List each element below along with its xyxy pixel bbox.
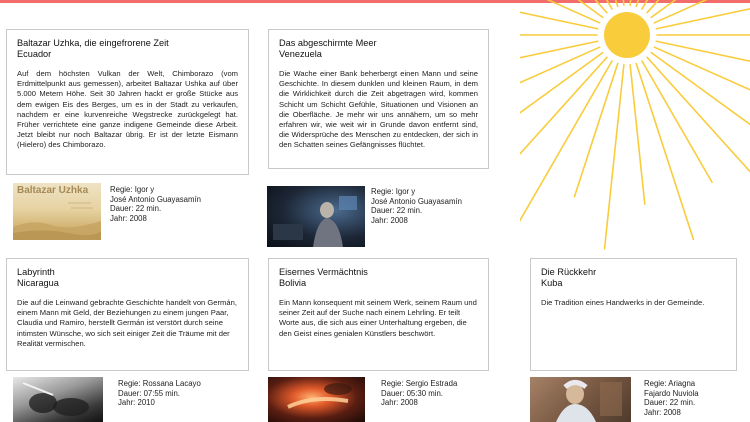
- sun-ray: [605, 65, 624, 249]
- film-description: Auf dem höchsten Vulkan der Welt, Chimborazo (vom Erdmittelpunkt aus gemessen), arbeitet Baltazar Ushka auf über 5.000 Metern Höhe. Seit 30 Jahren hackt er große Stücke aus dem ewigen Eis des Berges, um es in der Stadt zu verkaufen, nachdem er eine kurvenreiche Wegstrecke zurückgelegt hat. Früher verrichtete eine ganze indigene Gemeinde diese Arbeit. Jetzt bleibt nur noch Baltazar übrig. Er ist der letzte Eismann (Hielero) des Chimborazo.: [17, 69, 238, 150]
- film-duration: Dauer: 05:30 min.: [381, 388, 443, 398]
- film-year: Jahr: 2008: [381, 398, 418, 408]
- film-poster-eisernes[interactable]: [268, 377, 365, 422]
- film-meta-baltazar: [110, 185, 201, 223]
- sun-ray: [647, 0, 750, 13]
- sun-ray: [520, 61, 612, 221]
- sun-ray: [642, 61, 712, 182]
- sun-ray: [630, 65, 645, 204]
- film-title: Die Rückkehr: [541, 267, 597, 277]
- film-poster-rueckkehr[interactable]: [530, 377, 631, 422]
- film-card-eisernes: [268, 258, 489, 371]
- film-title: Baltazar Uzhka, die eingefrorene Zeit: [17, 38, 169, 48]
- film-director: Regie: Igor y: [371, 187, 416, 196]
- film-year: Jahr: 2010: [118, 398, 155, 408]
- poster-figures: [13, 377, 103, 422]
- film-director-cont: José Antonio Guayasamín: [371, 196, 463, 206]
- film-year: Jahr: 2008: [371, 215, 408, 225]
- film-country: Ecuador: [17, 49, 52, 59]
- sun-ray: [647, 57, 750, 194]
- film-title: Labyrinth: [17, 267, 55, 277]
- poster-portrait: [530, 377, 631, 422]
- film-director-cont: José Antonio Guayasamín: [110, 194, 202, 204]
- film-director: Regie: Ariagna: [644, 379, 696, 388]
- film-description: Die Wache einer Bank beherbergt einen Mann und seine Geschichte. In diesem dunklen und kleinen Raum, in dem die Wirklichkeit durch die Zeit abgetragen wird, kommen Schicht um Schicht Gefühle, Situationen und Visionen an die Oberfläche. Je mehr wir uns annähern, um so mehr erfahren wir, wie weit wir in Grunde davon entfernt sind, die Widersprüche des Menschen zu entdecken, der sich in den Schatten seines Gefängnisses flüchtet.: [279, 69, 478, 150]
- film-director-cont: Fajardo Nuviola: [644, 388, 699, 398]
- sun-ray: [651, 53, 750, 135]
- film-title: Eisernes Vermächtnis: [279, 267, 368, 277]
- poster-landscape: [13, 183, 101, 240]
- poster-title: Baltazar Uzhka: [17, 185, 89, 196]
- film-title: Das abgeschirmte Meer: [279, 38, 377, 48]
- film-meta-meer: [371, 187, 462, 225]
- film-card-meer: [268, 29, 489, 169]
- film-poster-labyrinth[interactable]: [13, 377, 103, 422]
- film-poster-baltazar[interactable]: [13, 183, 101, 240]
- film-duration: Dauer: 22 min.: [110, 204, 162, 214]
- film-card-labyrinth: [6, 258, 249, 371]
- film-description: Ein Mann konsequent mit seinem Werk, seinem Raum und seiner Zeit auf der Suche nach einem Lehrling. Er teilt Worte aus, die sich aus einer Unterhaltung ergeben, die den Geist eines genialen Künstlers beschwört.: [279, 298, 477, 338]
- film-meta-labyrinth: [118, 379, 201, 408]
- film-poster-meer[interactable]: [267, 186, 365, 247]
- film-director: Regie: Igor y: [110, 185, 155, 194]
- film-card-baltazar: [6, 29, 249, 175]
- film-country: Nicaragua: [17, 278, 59, 288]
- film-description: Die auf die Leinwand gebrachte Geschichte handelt von Germán, einem Mann mit Geld, der Beziehungen zu einem jungen Paar, Claudia und Ramiro, herstellt Germán ist verstört durch seine intimsten Wünsche, wo sich seit einiger Zeit die Träume mit der Realität vermischen.: [17, 298, 237, 348]
- sun-ray: [636, 64, 693, 240]
- poster-forge: [268, 377, 365, 422]
- film-description: Die Tradition eines Handwerks in der Gemeinde.: [541, 298, 705, 307]
- sun-ray: [520, 0, 600, 23]
- film-duration: Dauer: 22 min.: [644, 398, 696, 408]
- film-year: Jahr: 2008: [110, 213, 147, 223]
- film-director: Regie: Sergio Estrada: [381, 379, 458, 388]
- sun-ray: [520, 41, 598, 79]
- sun-icon: [520, 0, 750, 260]
- film-duration: Dauer: 07:55 min.: [118, 388, 180, 398]
- film-country: Kuba: [541, 278, 563, 288]
- film-card-rueckkehr: [530, 258, 737, 371]
- film-duration: Dauer: 22 min.: [371, 206, 423, 216]
- film-director: Regie: Rossana Lacayo: [118, 379, 201, 388]
- film-country: Venezuela: [279, 49, 322, 59]
- film-meta-eisernes: [381, 379, 457, 408]
- film-year: Jahr: 2008: [644, 407, 681, 417]
- film-meta-rueckkehr: [644, 379, 699, 417]
- film-country: Bolivia: [279, 278, 307, 288]
- sun-ray: [574, 64, 617, 197]
- poster-figure: [267, 186, 365, 247]
